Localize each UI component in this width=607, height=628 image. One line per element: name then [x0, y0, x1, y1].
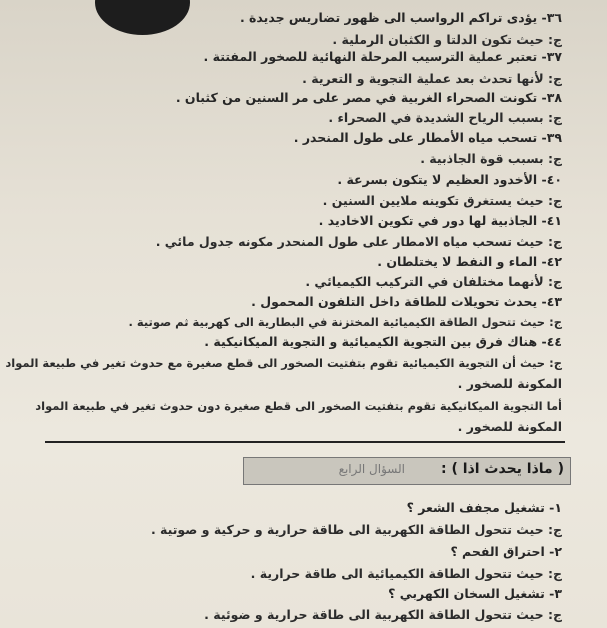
- question-44: ٤٤- هناك فرق بين التجوية الكيميائية و التجوية الميكانيكية .: [204, 334, 562, 349]
- answer-44-part2: أما التجوية الميكانيكية تقوم بتفتيت الصخور الى قطع صغيرة دون حدوث تغير في طبيعة المواد: [35, 399, 562, 413]
- item-2-answer: ج: حيث تتحول الطاقة الكيميائية الى طاقة حرارية .: [250, 566, 562, 581]
- answer-42: ج: لأنهما مختلفان في التركيب الكيميائي .: [305, 274, 562, 289]
- question-41: ٤١- الجاذبية لها دور في تكوين الاخاديد .: [318, 213, 562, 228]
- question-36: ٣٦- يؤدى تراكم الرواسب الى ظهور تضاريس جديدة .: [239, 10, 562, 25]
- answer-41: ج: حيث تسحب مياه الامطار على طول المنحدر مكونه جدول مائي .: [155, 234, 562, 249]
- question-40: ٤٠- الأخدود العظيم لا يتكون بسرعة .: [337, 172, 562, 187]
- section-title-box: [243, 457, 571, 485]
- answer-36: ج: حيث تكون الدلتا و الكثبان الرملية .: [332, 32, 562, 47]
- answer-40: ج: حيث يستغرق تكوينه ملايين السنين .: [322, 193, 562, 208]
- question-37: ٣٧- تعتبر عملية الترسيب المرحلة النهائية للصخور المفتتة .: [203, 49, 562, 64]
- item-1: ١- تشغيل مجفف الشعر ؟: [406, 500, 562, 515]
- answer-44-part2-cont: المكونة للصخور .: [457, 419, 562, 434]
- answer-38: ج: بسبب الرياح الشديدة في الصحراء .: [328, 110, 562, 125]
- answer-39: ج: بسبب قوة الجاذبية .: [420, 151, 562, 166]
- item-1-answer: ج: حيث تتحول الطاقة الكهربية الى طاقة حرارية و حركية و صوتية .: [150, 522, 562, 537]
- question-43: ٤٣- يحدث تحويلات للطاقة داخل التلفون المحمول .: [251, 294, 562, 309]
- answer-37: ج: لأنها تحدث بعد عملية التجوية و التعرية .: [302, 71, 562, 86]
- section-title: ( ماذا يحدث اذا ) :: [441, 461, 564, 477]
- answer-44: ج: حيث أن التجوية الكيميائية تقوم بتفتيت الصخور الى قطع صغيرة مع حدوث تغير في طبيعة المواد: [5, 356, 562, 370]
- question-42: ٤٢- الماء و النفط لا يختلطان .: [377, 254, 562, 269]
- item-3-answer: ج: حيث تتحول الطاقة الكهربية الى طاقة حرارية و ضوئية .: [204, 607, 562, 622]
- section-divider: [45, 441, 565, 443]
- answer-43: ج: حيث تتحول الطاقة الكيميائية المختزنة في البطارية الى كهربية ثم صوتية .: [128, 315, 562, 329]
- dark-object: [95, 0, 190, 35]
- question-39: ٣٩- تسحب مياه الأمطار على طول المنحدر .: [293, 130, 562, 145]
- answer-44-cont: المكونة للصخور .: [457, 376, 562, 391]
- section-mark: السؤال الرابع: [338, 462, 405, 476]
- item-3: ٣- تشغيل السخان الكهربي ؟: [388, 586, 562, 601]
- item-2: ٢- احتراق الفحم ؟: [450, 544, 562, 559]
- question-38: ٣٨- تكونت الصحراء الغربية في مصر على مر السنين من كثبان .: [175, 90, 562, 105]
